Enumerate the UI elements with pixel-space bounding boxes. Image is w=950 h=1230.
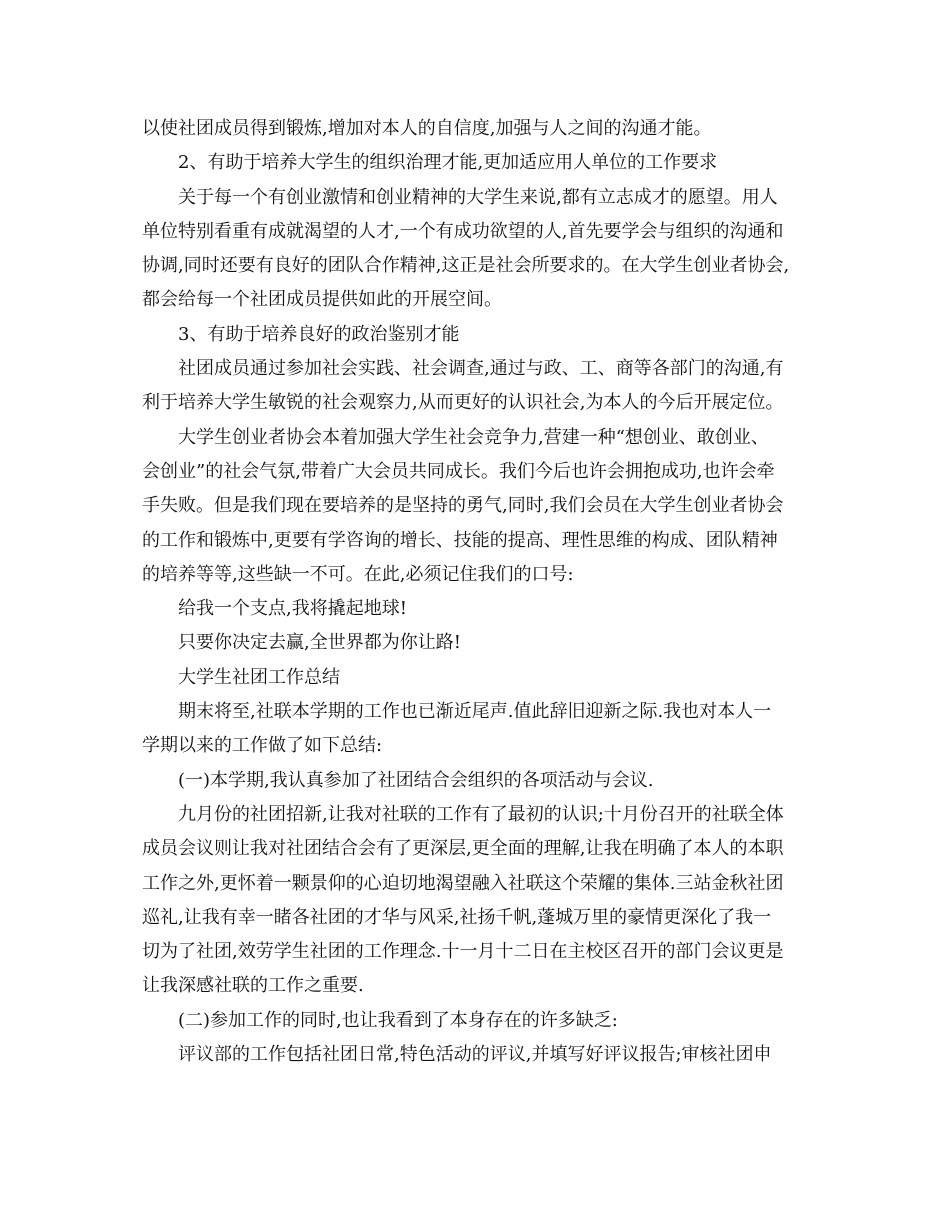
text-line: 利于培养大学生敏锐的社会观察力,从而更好的认识社会,为本人的今后开展定位。 (142, 392, 784, 414)
text-line: 只要你决定去赢,全世界都为你让路! (178, 632, 461, 654)
text-line: 的培养等等,这些缺一不可。在此,必须记住我们的口号: (142, 563, 574, 585)
text-line: 评议部的工作包括社团日常,特色活动的评议,并填写好评议报告;审核社团申 (178, 1044, 772, 1066)
text-line: 巡礼,让我有幸一睹各社团的才华与风采,社扬千帆,蓬城万里的豪情更深化了我一 (142, 906, 772, 928)
text-line: 2、有助于培养大学生的组织治理才能,更加适应用人单位的工作要求 (178, 152, 718, 174)
text-line: (二)参加工作的同时,也让我看到了本身存在的许多缺乏: (178, 1009, 618, 1031)
text-line: 切为了社团,效劳学生社团的工作理念.十一月十二日在主校区召开的部门会议更是 (142, 941, 784, 963)
text-line: 大学生社团工作总结 (178, 666, 340, 688)
text-line: 给我一个支点,我将撬起地球! (178, 598, 407, 620)
text-line: 单位特别看重有成就渴望的人才,一个有成功欲望的人,首先要学会与组织的沟通和 (142, 220, 784, 242)
text-line: 都会给每一个社团成员提供如此的开展空间。 (142, 289, 502, 311)
document-body (142, 112, 814, 1072)
text-line: 工作之外,更怀着一颗景仰的心迫切地渴望融入社联这个荣耀的集体.三站金秋社团 (142, 872, 784, 894)
text-line: 关于每一个有创业激情和创业精神的大学生来说,都有立志成才的愿望。用人 (178, 186, 778, 208)
text-line: 的工作和锻炼中,更要有学咨询的增长、技能的提高、理性思维的构成、团队精神 (142, 529, 778, 551)
text-line: 学期以来的工作做了如下总结: (142, 735, 383, 757)
text-line: 成员会议则让我对社团结合会有了更深层,更全面的理解,让我在明确了本人的本职 (142, 838, 784, 860)
text-line: 以使社团成员得到锻炼,增加对本人的自信度,加强与人之间的沟通才能。 (142, 118, 712, 139)
text-line: 社团成员通过参加社会实践、社会调查,通过与政、工、商等各部门的沟通,有 (178, 358, 784, 380)
text-line: 九月份的社团招新,让我对社联的工作有了最初的认识;十月份召开的社联全体 (178, 803, 784, 825)
text-line: 期末将至,社联本学期的工作也已渐近尾声.值此辞旧迎新之际.我也对本人一 (178, 701, 772, 723)
text-line: 会创业”的社会气氛,带着广大会员共同成长。我们今后也许会拥抱成功,也许会牵 (142, 460, 775, 482)
text-line: 让我深感社联的工作之重要. (142, 975, 364, 997)
text-line: 手失败。但是我们现在要培养的是坚持的勇气,同时,我们会员在大学生创业者协会 (142, 495, 784, 517)
text-line: 协调,同时还要有良好的团队合作精神,这正是社会所要求的。在大学生创业者协会, (142, 255, 790, 277)
text-line: (一)本学期,我认真参加了社团结合会组织的各项活动与会议. (178, 769, 654, 791)
text-line: 3、有助于培养良好的政治鉴别才能 (178, 323, 460, 345)
text-line: 大学生创业者协会本着加强大学生社会竞争力,营建一种“想创业、敢创业、 (178, 426, 769, 448)
